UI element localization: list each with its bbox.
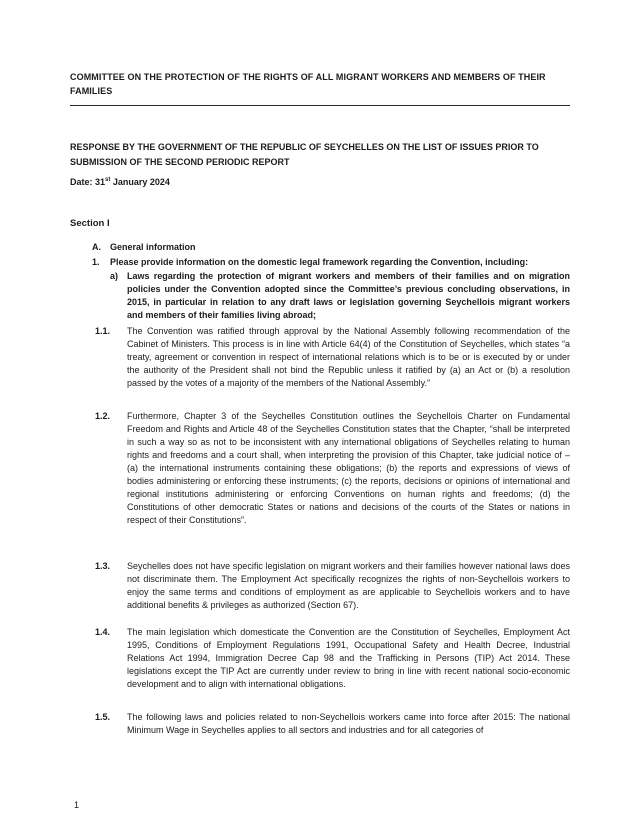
date-line bbox=[70, 176, 570, 189]
subsection-a-heading bbox=[92, 241, 570, 254]
question-1a-label: a) bbox=[110, 271, 119, 281]
paragraph-1-3 bbox=[95, 560, 570, 612]
date-ordinal-superscript: st bbox=[105, 177, 111, 183]
question-1-text: Please provide information on the domestic legal framework regarding the Convention, including: bbox=[110, 257, 529, 267]
question-1a-text: Laws regarding the protection of migrant workers and members of their families and on migration policies under the Convention adopted since the Committee’s previous concluding observations, in 2015, in particular in relation to any draft laws or legislation governing Seychellois migrant workers and members of their families living abroad; bbox=[127, 271, 570, 320]
page-number: 1 bbox=[74, 800, 80, 810]
paragraph-1-5-text: The following laws and policies related to non-Seychellois workers came into force after 2015: The national Minimum Wage in Seychelles applies to all sectors and industries and for all categories of bbox=[127, 712, 570, 735]
paragraph-1-3-number: 1.3. bbox=[95, 561, 111, 571]
paragraph-1-2-text: Furthermore, Chapter 3 of the Seychelles Constitution outlines the Seychellois Charter on Fundamental Freedom and Rights and Article 48 of the Seychelles Constitution states that the Chapter, “shall be interpreted in such a way so as not to be inconsistent with any international obligations of Seychelles relating to human rights and freedoms and a court shall, when interpreting the provision of this Chapter, take judicial notice of – (a) the international instruments containing these obligations; (b) the reports and expressions of views of bodies administering or enforcing these instruments; (c) the reports, decisions or opinions of international and regional institutions administering or enforcing Conventions on human rights and freedoms; (d) the Constitutions of other democratic States or nations and decisions of the courts of the States or nations in respect of their Constitutions”. bbox=[127, 411, 570, 525]
question-1 bbox=[92, 256, 570, 269]
committee-header-title: COMMITTEE ON THE PROTECTION OF THE RIGHTS OF ALL MIGRANT WORKERS AND MEMBERS OF THEIR FAMILIES bbox=[70, 70, 570, 106]
section-heading: Section I bbox=[70, 218, 110, 229]
paragraph-1-5 bbox=[95, 711, 570, 737]
paragraph-1-1-text: The Convention was ratified through approval by the National Assembly following recommendation of the Cabinet of Ministers. This process is in line with Article 64(4) of the Constitution of Seychelles, which states “a treaty, agreement or convention in respect of international relations which is to be or is executed by or under the authority of the President shall not bind the Republic unless it ratified by (a) an Act or (b) a resolution passed by the votes of a majority of the members of the National Assembly.” bbox=[127, 326, 570, 388]
paragraph-1-4-text: The main legislation which domesticate the Convention are the Constitution of Seychelles, Employment Act 1995, Conditions of Employment Regulations 1991, Occupational Safety and Health Decree, Industrial Relations Act 1994, Immigration Decree Cap 98 and the Trafficking in Persons (TIP) Act 2014. These legislations except the TIP Act are currently under review to bring in line with recent national socio-economic development and to align with international obligations. bbox=[127, 627, 570, 689]
paragraph-1-3-text: Seychelles does not have specific legislation on migrant workers and their families however national laws does not discriminate them. The Employment Act specifically recognizes the rights of non-Seychellois workers to enjoy the same terms and conditions of employment as are applicable to Seychellois workers and to have additional benefits & privileges as authorized (Section 67). bbox=[127, 561, 570, 610]
date-prefix: Date: 31 bbox=[70, 177, 106, 187]
paragraph-1-4 bbox=[95, 626, 570, 691]
question-1a bbox=[110, 270, 570, 322]
response-title: RESPONSE BY THE GOVERNMENT OF THE REPUBLIC OF SEYCHELLES ON THE LIST OF ISSUES PRIOR TO SUBMISSION OF THE SECOND PERIODIC REPORT bbox=[70, 142, 539, 167]
subsection-a-title: General information bbox=[110, 242, 196, 252]
paragraph-1-1 bbox=[95, 325, 570, 390]
paragraph-1-4-number: 1.4. bbox=[95, 627, 111, 637]
date-suffix: January 2024 bbox=[110, 177, 170, 187]
paragraph-1-2 bbox=[95, 410, 570, 527]
paragraph-1-5-number: 1.5. bbox=[95, 712, 111, 722]
paragraph-1-1-number: 1.1. bbox=[95, 326, 111, 336]
subsection-a-label: A. bbox=[92, 242, 101, 252]
paragraph-1-2-number: 1.2. bbox=[95, 411, 111, 421]
question-1-label: 1. bbox=[92, 257, 100, 267]
